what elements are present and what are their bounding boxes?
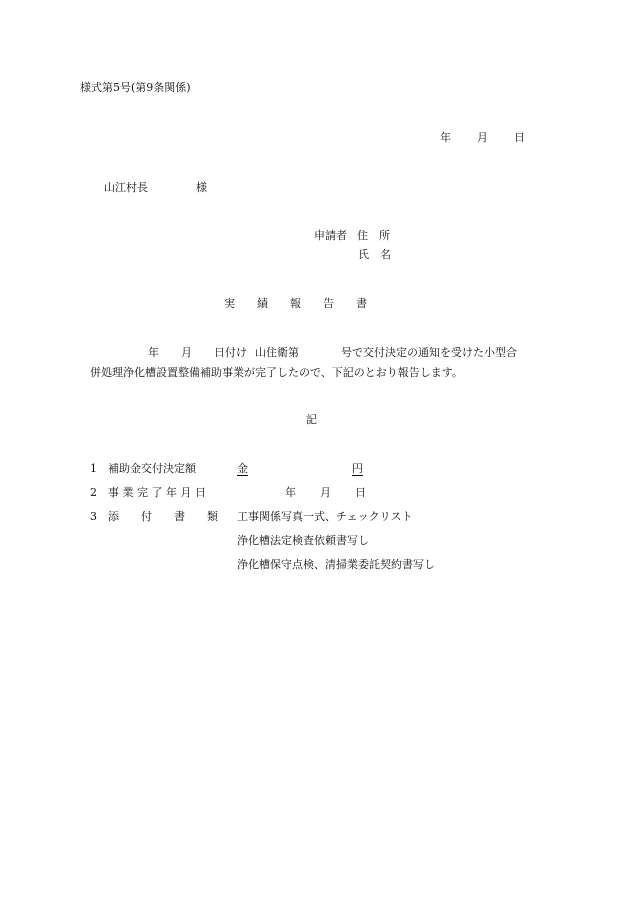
body-rest: 号で交付決定の通知を受けた小型合 [341, 346, 517, 359]
addressee-name: 山江村長 [104, 181, 148, 194]
form-number: 様式第5号(第9条関係) [80, 81, 191, 94]
item-3-number: 3 [90, 510, 97, 523]
addressee-honorific: 様 [196, 181, 207, 194]
applicant-address-row [314, 229, 390, 243]
attachment-item: 浄化槽法定検査依頼書写し [237, 534, 369, 547]
body-month: 月 [181, 346, 192, 359]
amount-suffix: 円 [352, 462, 363, 475]
item-1-number: 1 [90, 462, 97, 475]
date-line [440, 131, 525, 145]
amount-prefix: 金 [237, 462, 248, 475]
attachment-item: 浄化槽保守点検、清掃業委託契約書写し [237, 558, 435, 571]
date-year: 年 [440, 131, 451, 144]
applicant-label: 申請者 [314, 229, 347, 242]
body-year: 年 [148, 346, 159, 359]
item-1-amount [237, 462, 363, 476]
addressee [104, 181, 207, 195]
attachment-item: 工事関係写真一式、チェックリスト [237, 510, 413, 523]
ki-heading: 記 [306, 413, 317, 426]
document-title: 実 績 報 告 書 [224, 297, 367, 310]
completion-year: 年 [285, 486, 296, 499]
item-1-label: 補助金交付決定額 [108, 462, 196, 475]
body-line-1 [148, 346, 517, 360]
item-2-label: 事 業 完 了 年 月 日 [108, 486, 206, 499]
applicant-name-label: 氏 名 [358, 248, 391, 261]
completion-month: 月 [320, 486, 331, 499]
body-line-2: 併処理浄化槽設置整備補助事業が完了したので、下記のとおり報告します。 [90, 366, 463, 379]
body-day: 日付け [214, 346, 247, 359]
item-2-date [285, 486, 366, 500]
date-day: 日 [514, 131, 525, 144]
body-doc-number: 山住衛第 [255, 346, 299, 359]
applicant-address-label: 住 所 [357, 229, 390, 242]
date-month: 月 [477, 131, 488, 144]
completion-day: 日 [355, 486, 366, 499]
item-2-number: 2 [90, 486, 97, 499]
item-3-label: 添 付 書 類 [108, 510, 218, 523]
